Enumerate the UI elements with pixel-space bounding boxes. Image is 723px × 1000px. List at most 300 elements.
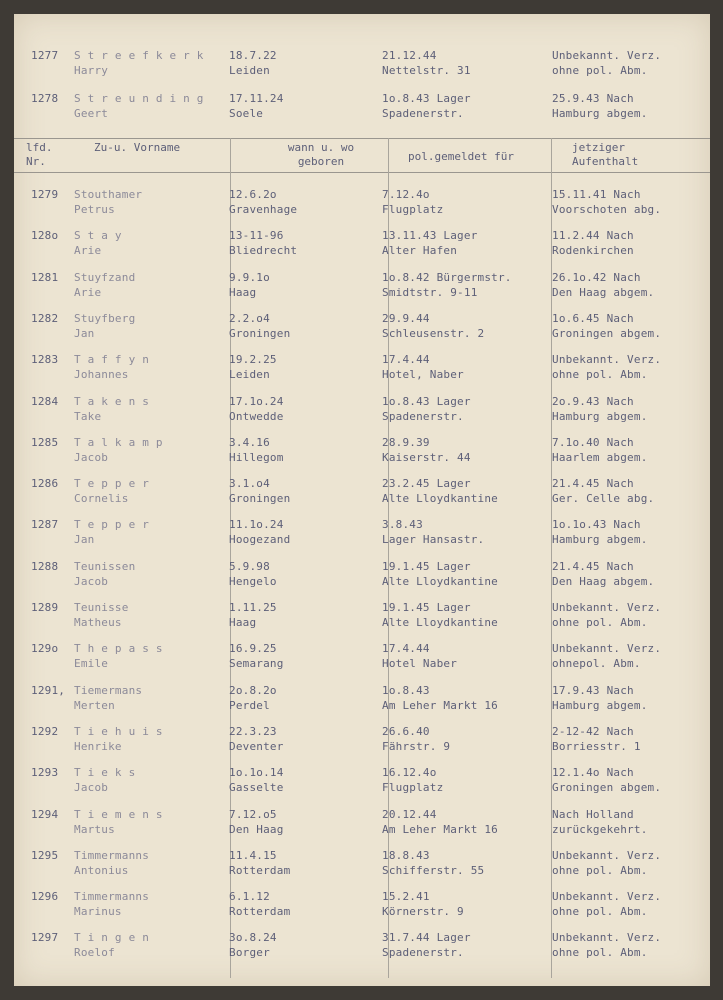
- entry-name: [74, 476, 234, 506]
- entry-name: [74, 228, 234, 258]
- entry-number-nr: 1287: [31, 518, 59, 532]
- entry-name-surname: T i e h u i s: [74, 724, 163, 738]
- register-entry: [14, 228, 710, 270]
- entry-current-whereabouts-stay1: Unbekannt. Verz.: [552, 848, 662, 862]
- entry-birth-born-date: 11.1o.24: [229, 518, 284, 532]
- entry-number-nr: 129o: [31, 642, 59, 656]
- entry-number-nr: 1285: [31, 435, 59, 449]
- entry-birth-born-date: 12.6.2o: [229, 188, 277, 201]
- entry-police-registration: [382, 476, 554, 506]
- entry-name-surname: S t r e u n d i n g: [74, 92, 204, 105]
- register-entry: [14, 517, 710, 559]
- entry-number-nr: 1277: [31, 49, 59, 62]
- entry-birth-born-place: Hillegom: [229, 450, 284, 464]
- entry-police-registration-pol2: Flugplatz: [382, 781, 444, 795]
- entry-name: [74, 683, 234, 713]
- entry-police-registration: [382, 48, 554, 78]
- entry-birth-born-date: 11.4.15: [229, 848, 277, 862]
- entry-birth: [229, 352, 389, 382]
- entry-name: [74, 641, 234, 671]
- entry-police-registration-pol1: 26.6.40: [382, 724, 430, 738]
- entry-name-firstname: Jacob: [74, 781, 109, 795]
- entry-name-firstname: Matheus: [74, 616, 122, 629]
- entry-current-whereabouts-stay1: 21.4.45 Nach: [552, 559, 634, 573]
- entry-birth: [229, 435, 389, 465]
- entry-current-whereabouts-stay2: ohne pol. Abm.: [552, 616, 648, 629]
- entry-police-registration-pol1: 31.7.44 Lager: [382, 931, 471, 945]
- entry-number: [31, 394, 71, 409]
- entry-police-registration: [382, 559, 554, 589]
- entry-current-whereabouts-stay2: Hamburg abgem.: [552, 107, 648, 120]
- entry-name-surname: Stuyfberg: [74, 311, 136, 325]
- entry-current-whereabouts-stay1: Nach Holland: [552, 807, 634, 821]
- entry-birth: [229, 765, 389, 795]
- entry-birth-born-date: 18.7.22: [229, 49, 277, 62]
- entry-name-surname: Timmermanns: [74, 890, 150, 904]
- entry-birth-born-date: 1o.1o.14: [229, 766, 284, 780]
- entry-current-whereabouts: [552, 559, 710, 589]
- entry-current-whereabouts: [552, 641, 710, 671]
- entry-current-whereabouts-stay2: Groningen abgem.: [552, 781, 662, 795]
- entry-number: [31, 559, 71, 574]
- entry-police-registration-pol1: 23.2.45 Lager: [382, 477, 471, 491]
- entry-number-nr: 1286: [31, 477, 59, 491]
- entry-police-registration: [382, 848, 554, 878]
- entry-number-nr: 1283: [31, 353, 59, 367]
- entry-police-registration-pol2: Am Leher Markt 16: [382, 698, 498, 712]
- entry-birth-born-date: 3o.8.24: [229, 931, 277, 945]
- header-bottom-rule: [14, 172, 710, 173]
- entry-current-whereabouts: [552, 311, 710, 341]
- entry-current-whereabouts-stay2: Hamburg abgem.: [552, 533, 648, 547]
- entry-name-firstname: Antonius: [74, 863, 129, 877]
- entry-name-firstname: Merten: [74, 698, 115, 712]
- entry-birth-born-place: Gasselte: [229, 781, 284, 795]
- entry-birth: [229, 930, 389, 960]
- entry-number-nr: 128o: [31, 229, 59, 243]
- entry-current-whereabouts: [552, 476, 710, 506]
- entry-birth-born-place: Semarang: [229, 657, 284, 671]
- entry-current-whereabouts-stay2: Borriesstr. 1: [552, 739, 641, 753]
- entry-police-registration: [382, 517, 554, 547]
- entry-police-registration: [382, 600, 554, 630]
- entry-birth: [229, 848, 389, 878]
- entry-current-whereabouts-stay1: 21.4.45 Nach: [552, 477, 634, 491]
- entry-police-registration-pol1: 15.2.41: [382, 890, 430, 904]
- entry-current-whereabouts: [552, 683, 710, 713]
- entry-number-nr: 1292: [31, 724, 59, 738]
- entry-birth-born-date: 6.1.12: [229, 890, 270, 904]
- entry-birth-born-date: 13-11-96: [229, 229, 284, 243]
- entry-number: [31, 187, 71, 202]
- entry-name-firstname: Marinus: [74, 905, 122, 919]
- entry-birth-born-place: Hengelo: [229, 574, 277, 588]
- header-pol: pol.gemeldet für: [408, 150, 514, 163]
- entry-current-whereabouts-stay2: ohne pol. Abm.: [552, 863, 648, 877]
- entry-birth: [229, 517, 389, 547]
- entry-current-whereabouts-stay2: Hamburg abgem.: [552, 698, 648, 712]
- entry-number-nr: 1281: [31, 270, 59, 284]
- entry-name-firstname: Jan: [74, 326, 95, 340]
- entry-number: [31, 600, 71, 615]
- entry-police-registration-pol1: 1o.8.43 Lager: [382, 92, 471, 105]
- entry-police-registration-pol1: 29.9.44: [382, 311, 430, 325]
- entry-birth-born-place: Den Haag: [229, 822, 284, 836]
- entry-birth-born-date: 19.2.25: [229, 353, 277, 367]
- entry-number: [31, 848, 71, 863]
- register-entry: [14, 765, 710, 807]
- entry-current-whereabouts: [552, 394, 710, 424]
- entry-current-whereabouts: [552, 91, 710, 121]
- entry-current-whereabouts-stay1: 17.9.43 Nach: [552, 683, 634, 697]
- entry-police-registration: [382, 352, 554, 382]
- entry-current-whereabouts-stay2: Hamburg abgem.: [552, 409, 648, 423]
- entry-birth-born-place: Ontwedde: [229, 409, 284, 423]
- entry-police-registration-pol2: Fährstr. 9: [382, 739, 451, 753]
- register-entry: [14, 352, 710, 394]
- entry-number: [31, 228, 71, 243]
- entry-current-whereabouts-stay2: Voorschoten abg.: [552, 203, 662, 216]
- entry-birth-born-place: Deventer: [229, 739, 284, 753]
- entry-current-whereabouts-stay1: Unbekannt. Verz.: [552, 601, 662, 614]
- entry-birth: [229, 724, 389, 754]
- entry-number: [31, 930, 71, 945]
- entry-birth-born-date: 5.9.98: [229, 559, 270, 573]
- entry-name-firstname: Emile: [74, 657, 109, 671]
- entry-current-whereabouts-stay1: 7.1o.40 Nach: [552, 435, 634, 449]
- entry-number: [31, 311, 71, 326]
- entry-current-whereabouts-stay1: Unbekannt. Verz.: [552, 890, 662, 904]
- entry-current-whereabouts-stay2: Den Haag abgem.: [552, 574, 655, 588]
- entry-current-whereabouts-stay2: ohne pol. Abm.: [552, 905, 648, 919]
- entry-police-registration-pol2: Am Leher Markt 16: [382, 822, 498, 836]
- register-entry: [14, 476, 710, 518]
- entry-police-registration-pol1: 13.11.43 Lager: [382, 229, 478, 243]
- entry-name: [74, 517, 234, 547]
- entry-current-whereabouts: [552, 187, 710, 217]
- entry-birth-born-date: 2.2.o4: [229, 311, 270, 325]
- entry-name-surname: T e p p e r: [74, 518, 150, 532]
- register-entry: [14, 930, 710, 972]
- entry-number-nr: 1288: [31, 559, 59, 573]
- entry-police-registration-pol1: 17.4.44: [382, 642, 430, 656]
- entry-name: [74, 435, 234, 465]
- entry-police-registration-pol2: Spadenerstr.: [382, 409, 464, 423]
- entry-police-registration: [382, 889, 554, 919]
- entry-current-whereabouts-stay1: 26.1o.42 Nach: [552, 270, 641, 284]
- entry-police-registration-pol1: 7.12.4o: [382, 188, 430, 201]
- entry-name: [74, 91, 234, 121]
- entry-name-surname: T e p p e r: [74, 477, 150, 491]
- entry-name-firstname: Roelof: [74, 946, 115, 960]
- header-born: wann u. wo geboren: [287, 141, 355, 168]
- register-entry: [14, 435, 710, 477]
- entry-current-whereabouts-stay1: 2-12-42 Nach: [552, 724, 634, 738]
- entry-police-registration: [382, 765, 554, 795]
- register-entry: [14, 807, 710, 849]
- entry-police-registration-pol2: Flugplatz: [382, 203, 444, 216]
- entry-birth-born-date: 16.9.25: [229, 642, 277, 656]
- entry-current-whereabouts-stay2: ohnepol. Abm.: [552, 657, 641, 671]
- entry-police-registration-pol1: 28.9.39: [382, 435, 430, 449]
- register-entry: [14, 600, 710, 642]
- entry-current-whereabouts-stay2: Rodenkirchen: [552, 244, 634, 258]
- register-entry: [14, 559, 710, 601]
- entry-current-whereabouts: [552, 930, 710, 960]
- entry-name-surname: Tiemermans: [74, 683, 143, 697]
- entry-birth-born-place: Soele: [229, 107, 264, 120]
- entry-police-registration-pol1: 19.1.45 Lager: [382, 559, 471, 573]
- entry-birth-born-place: Bliedrecht: [229, 244, 298, 258]
- entry-police-registration-pol1: 1o.8.43 Lager: [382, 394, 471, 408]
- entry-current-whereabouts-stay1: Unbekannt. Verz.: [552, 353, 662, 367]
- entry-name: [74, 187, 234, 217]
- entry-birth: [229, 807, 389, 837]
- entry-birth: [229, 600, 389, 630]
- entry-police-registration: [382, 228, 554, 258]
- entry-name-firstname: Geert: [74, 107, 109, 120]
- entry-birth-born-date: 3.4.16: [229, 435, 270, 449]
- entry-current-whereabouts: [552, 517, 710, 547]
- entry-birth-born-place: Groningen: [229, 326, 291, 340]
- entry-number: [31, 807, 71, 822]
- entry-police-registration: [382, 187, 554, 217]
- entry-birth: [229, 889, 389, 919]
- entry-number: [31, 683, 71, 698]
- entry-name: [74, 724, 234, 754]
- entry-birth-born-place: Borger: [229, 946, 270, 960]
- entry-police-registration-pol1: 1o.8.43: [382, 683, 430, 697]
- entry-police-registration-pol2: Hotel, Naber: [382, 368, 464, 382]
- entry-birth-born-place: Groningen: [229, 492, 291, 506]
- entry-name: [74, 807, 234, 837]
- entry-police-registration-pol2: Kaiserstr. 44: [382, 450, 471, 464]
- entry-name: [74, 848, 234, 878]
- entry-current-whereabouts-stay2: ohne pol. Abm.: [552, 946, 648, 960]
- entry-current-whereabouts: [552, 48, 710, 78]
- entry-birth-born-place: Leiden: [229, 368, 270, 382]
- entry-name-firstname: Jan: [74, 533, 95, 547]
- entry-birth-born-place: Rotterdam: [229, 905, 291, 919]
- entry-number-nr: 1278: [31, 92, 59, 105]
- entry-name-surname: Timmermanns: [74, 848, 150, 862]
- entry-current-whereabouts-stay2: zurückgekehrt.: [552, 822, 648, 836]
- entry-name: [74, 930, 234, 960]
- entry-birth-born-place: Leiden: [229, 64, 270, 77]
- entry-current-whereabouts-stay1: 1o.6.45 Nach: [552, 311, 634, 325]
- entry-current-whereabouts: [552, 889, 710, 919]
- entry-police-registration-pol1: 17.4.44: [382, 353, 430, 367]
- entry-current-whereabouts: [552, 352, 710, 382]
- entry-police-registration-pol1: 16.12.4o: [382, 766, 437, 780]
- entry-birth: [229, 476, 389, 506]
- entry-number: [31, 48, 71, 63]
- header-nr: lfd. Nr.: [26, 141, 53, 168]
- entry-name-firstname: Take: [74, 409, 102, 423]
- register-entry: [14, 187, 710, 229]
- entry-current-whereabouts: [552, 724, 710, 754]
- entry-number-nr: 1297: [31, 931, 59, 945]
- entry-current-whereabouts-stay2: Haarlem abgem.: [552, 450, 648, 464]
- register-entry: [14, 270, 710, 312]
- entry-name-surname: T a k e n s: [74, 394, 150, 408]
- entry-name-firstname: Harry: [74, 64, 109, 77]
- entry-number: [31, 724, 71, 739]
- entry-birth-born-date: 9.9.1o: [229, 270, 270, 284]
- document-page: [14, 14, 710, 986]
- entry-police-registration-pol1: 18.8.43: [382, 848, 430, 862]
- entry-number: [31, 765, 71, 780]
- entry-police-registration: [382, 394, 554, 424]
- entry-current-whereabouts: [552, 807, 710, 837]
- entry-number-nr: 1289: [31, 601, 59, 614]
- entry-birth: [229, 270, 389, 300]
- entry-police-registration-pol2: Hotel Naber: [382, 657, 458, 671]
- entry-birth-born-place: Haag: [229, 285, 257, 299]
- entry-name-firstname: Henrike: [74, 739, 122, 753]
- register-entry: [14, 889, 710, 931]
- entry-birth: [229, 394, 389, 424]
- entry-police-registration: [382, 270, 554, 300]
- entry-number: [31, 641, 71, 656]
- entry-number-nr: 1294: [31, 807, 59, 821]
- entry-name-surname: T h e p a s s: [74, 642, 163, 656]
- entry-number: [31, 517, 71, 532]
- entry-name-surname: Teunissen: [74, 559, 136, 573]
- entry-police-registration-pol2: Alte Lloydkantine: [382, 492, 498, 506]
- entry-name: [74, 600, 234, 630]
- entry-current-whereabouts-stay1: 12.1.4o Nach: [552, 766, 634, 780]
- entry-number-nr: 1279: [31, 188, 59, 201]
- entry-name-surname: T a l k a m p: [74, 435, 163, 449]
- entry-birth-born-date: 17.1o.24: [229, 394, 284, 408]
- entry-name-surname: S t r e e f k e r k: [74, 49, 204, 62]
- entry-name: [74, 889, 234, 919]
- entry-police-registration-pol2: Spadenerstr.: [382, 107, 464, 120]
- entry-name-surname: Stuyfzand: [74, 270, 136, 284]
- entry-name: [74, 765, 234, 795]
- entry-name: [74, 352, 234, 382]
- entry-police-registration: [382, 435, 554, 465]
- entry-name: [74, 270, 234, 300]
- entry-birth: [229, 641, 389, 671]
- entry-birth: [229, 559, 389, 589]
- entry-birth-born-date: 3.1.o4: [229, 477, 270, 491]
- entry-number-nr: 1296: [31, 890, 59, 904]
- entry-current-whereabouts: [552, 435, 710, 465]
- entry-police-registration-pol1: 19.1.45 Lager: [382, 601, 471, 614]
- header-stay: jetziger Aufenthalt: [572, 141, 639, 168]
- entry-police-registration-pol2: Nettelstr. 31: [382, 64, 471, 77]
- entry-police-registration-pol2: Alter Hafen: [382, 244, 458, 258]
- entry-name: [74, 311, 234, 341]
- entry-birth: [229, 91, 389, 121]
- entry-current-whereabouts-stay1: Unbekannt. Verz.: [552, 931, 662, 945]
- entry-name: [74, 48, 234, 78]
- entry-number: [31, 270, 71, 285]
- register-entry: [14, 311, 710, 353]
- entry-name-firstname: Arie: [74, 285, 102, 299]
- entry-number-nr: 1284: [31, 394, 59, 408]
- entry-name-firstname: Jacob: [74, 574, 109, 588]
- entry-number-nr: 1295: [31, 848, 59, 862]
- entry-birth-born-place: Haag: [229, 616, 257, 629]
- entry-birth-born-place: Hoogezand: [229, 533, 291, 547]
- entry-name: [74, 394, 234, 424]
- entry-current-whereabouts-stay1: Unbekannt. Verz.: [552, 642, 662, 656]
- entry-name-surname: T i n g e n: [74, 931, 150, 945]
- entry-police-registration: [382, 311, 554, 341]
- entry-police-registration-pol2: Körnerstr. 9: [382, 905, 464, 919]
- entry-police-registration-pol2: Alte Lloydkantine: [382, 616, 498, 629]
- entry-name-surname: S t a y: [74, 229, 122, 243]
- entry-number: [31, 889, 71, 904]
- entry-current-whereabouts-stay1: 11.2.44 Nach: [552, 229, 634, 243]
- register-entry: [14, 48, 710, 90]
- header-name: Zu-u. Vorname: [94, 141, 181, 154]
- entry-birth: [229, 187, 389, 217]
- entry-birth-born-place: Gravenhage: [229, 203, 298, 216]
- entry-police-registration-pol1: 3.8.43: [382, 518, 423, 532]
- entry-name-surname: Teunisse: [74, 601, 129, 614]
- entry-number: [31, 435, 71, 450]
- entry-birth-born-place: Perdel: [229, 698, 270, 712]
- entry-birth-born-date: 17.11.24: [229, 92, 284, 105]
- register-entry: [14, 683, 710, 725]
- entry-birth-born-date: 7.12.o5: [229, 807, 277, 821]
- entry-current-whereabouts: [552, 765, 710, 795]
- entry-current-whereabouts-stay2: ohne pol. Abm.: [552, 64, 648, 77]
- entry-current-whereabouts-stay1: 15.11.41 Nach: [552, 188, 641, 201]
- entry-current-whereabouts-stay2: Groningen abgem.: [552, 326, 662, 340]
- entry-name-surname: T a f f y n: [74, 353, 150, 367]
- header-top-rule: [14, 138, 710, 139]
- entry-name-firstname: Johannes: [74, 368, 129, 382]
- entry-current-whereabouts-stay2: Ger. Celle abg.: [552, 492, 655, 506]
- entry-police-registration-pol2: Schleusenstr. 2: [382, 326, 485, 340]
- entry-current-whereabouts: [552, 848, 710, 878]
- entry-birth: [229, 48, 389, 78]
- entry-number: [31, 91, 71, 106]
- entry-current-whereabouts-stay1: 1o.1o.43 Nach: [552, 518, 641, 532]
- entry-police-registration-pol2: Spadenerstr.: [382, 946, 464, 960]
- entry-police-registration-pol2: Alte Lloydkantine: [382, 574, 498, 588]
- entry-birth-born-place: Rotterdam: [229, 863, 291, 877]
- entry-current-whereabouts: [552, 270, 710, 300]
- entry-name-surname: T i e k s: [74, 766, 136, 780]
- entry-police-registration-pol2: Lager Hansastr.: [382, 533, 485, 547]
- entry-name-firstname: Arie: [74, 244, 102, 258]
- entry-number: [31, 476, 71, 491]
- entry-current-whereabouts: [552, 600, 710, 630]
- entry-police-registration-pol1: 1o.8.42 Bürgermstr.: [382, 270, 512, 284]
- register-entry: [14, 91, 710, 133]
- entry-police-registration: [382, 930, 554, 960]
- entry-current-whereabouts-stay1: 2o.9.43 Nach: [552, 394, 634, 408]
- register-entry: [14, 724, 710, 766]
- entry-name-surname: T i e m e n s: [74, 807, 163, 821]
- entry-number-nr: 1291,: [31, 683, 66, 697]
- entry-name: [74, 559, 234, 589]
- entry-birth-born-date: 2o.8.2o: [229, 683, 277, 697]
- entry-current-whereabouts-stay1: 25.9.43 Nach: [552, 92, 634, 105]
- entry-current-whereabouts: [552, 228, 710, 258]
- entry-police-registration-pol2: Schifferstr. 55: [382, 863, 485, 877]
- entry-police-registration: [382, 724, 554, 754]
- entry-name-surname: Stouthamer: [74, 188, 143, 201]
- entry-current-whereabouts-stay1: Unbekannt. Verz.: [552, 49, 662, 62]
- entry-name-firstname: Cornelis: [74, 492, 129, 506]
